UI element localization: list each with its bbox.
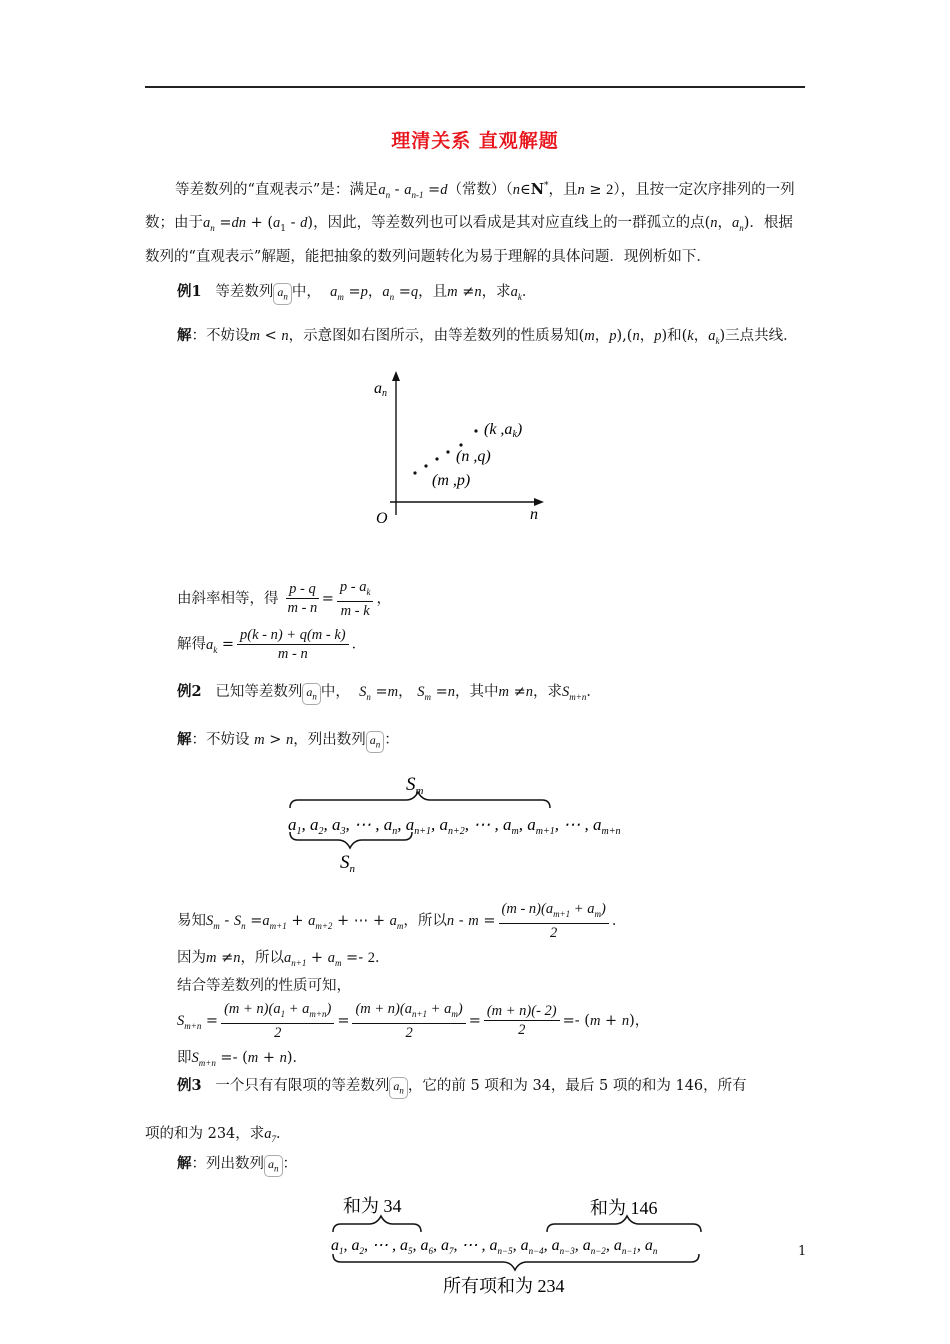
line-diagram — [360, 365, 560, 535]
sequence-terms-sums: $a_1$, $a_2$, ⋯ , $a_5$, $a_6$, $a_7$, ⋯ , $a_{n-5}$, $a_{n-4}$, $a_{n-3}$, $a_{n-2}$, $a_{n-1}$, $a_n$ — [331, 1237, 658, 1256]
example1-statement: 例1 等差数列 $a_n$ 中， $a_m =p$，$a_n =q$，且m ≠n，求$a_k$． — [177, 280, 536, 305]
left-top-brace — [333, 1216, 421, 1232]
brace-label-sum-146: 和为 146 — [590, 1198, 658, 1218]
top-brace — [290, 792, 550, 808]
brace-label-sum-234: 所有项和为 234 — [443, 1276, 565, 1296]
x-axis-arrow — [534, 498, 544, 506]
example3-solution-intro: 解：列出数列 $a_n$ ： — [177, 1152, 297, 1177]
point-label-nq: (n ,q) — [456, 448, 491, 465]
example1-solution: 解：不妨设m < n，示意图如右图所示，由等差数列的性质易知(m，p),(n，p)和(k，$a_k$)三点共线． — [177, 327, 798, 346]
origin-label: O — [376, 510, 388, 527]
brace-label-sum-34: 和为 34 — [343, 1196, 402, 1216]
sequence-brace-diagram-sm — [280, 768, 700, 878]
sequence-brace-diagram-sums — [325, 1188, 715, 1306]
example2-statement: 例2 已知等差数列 $a_n$ 中， $S_n =m$， $S_m =n$，其中m ≠n，求$S_{m+n}$． — [177, 680, 601, 705]
intro-paragraph: 等差数列的“直观表示”是：满足$a_n - a_{n-1} =d$（常数）（n∈N*，且n ≥ 2），且按一定次序排列的一列数；由于$a_n =dn + (a_1 - d)$，因此，等差数列也可以看成是其对应直线上的一群孤立的点(n，$a_n$)．根据数列的“直观表示”解题，能把抽象的数列问题转化为易于理解的具体问题．现例析如下． — [145, 180, 795, 265]
point-label-kak: (k ,ak) — [484, 421, 523, 440]
dot — [446, 450, 449, 453]
bottom-brace-all — [333, 1254, 699, 1270]
y-axis-label: an — [374, 380, 387, 399]
dot — [474, 429, 477, 432]
sequence-terms-sm: $a_1$, $a_2$, $a_3$, ⋯ , $a_n$, $a_{n+1}$, $a_{n+2}$, ⋯ , $a_m$, $a_{m+1}$, ⋯ , $a_{m+n}$ — [288, 815, 621, 837]
point-label-mp: (m ,p) — [432, 472, 471, 489]
example3-statement-cont: 项的和为 234，求$a_7$． — [145, 1126, 291, 1144]
x-axis-label: n — [530, 506, 538, 523]
example2-solution-intro: 解：不妨设 m > n，列出数列 $a_n$ ： — [177, 728, 399, 753]
example2-line2: 因为m ≠n，所以$a_{n+1} + a_m =- 2$． — [177, 950, 390, 968]
example2-line5: 即$S_{m+n} =- (m + n)$． — [177, 1050, 308, 1068]
dot — [413, 471, 416, 474]
dot — [435, 457, 438, 460]
slope-equation: 由斜率相等，得 $\frac{p - q}{m - n}$ = $\frac{p - a_k}{m - k}$ ， — [177, 579, 391, 619]
dot — [424, 464, 427, 467]
brace-label-sm: $S_m$ — [406, 774, 424, 797]
example1-result: 解得$a_k$ = $\frac{p(k - n) + q(m - k)}{m - n}$ ． — [177, 627, 367, 662]
example2-line4: $S_{m+n}$ = $\frac{(m + n)(a_1 + a_{m+n})}{2}$ = $\frac{(m + n)(a_{n+1} + a_m)}{2}$ = $\frac{(m + n)(- 2)}{2}$ =- (m + n)， — [177, 1001, 650, 1041]
page-number: 1 — [798, 1244, 807, 1259]
example2-line1: 易知$S_m - S_n =a_{m+1} + a_{m+2}$ + ⋯ + $a_m$，所以n - m = $\frac{(m - n)(a_{m+1} + a_m)}{2}$ ． — [177, 901, 627, 941]
y-axis-arrow — [392, 371, 400, 381]
example2-line3: 结合等差数列的性质可知， — [177, 978, 351, 994]
right-top-brace — [547, 1216, 701, 1232]
brace-label-sn: $S_n$ — [340, 852, 355, 875]
example3-statement: 例3 一个只有有限项的等差数列 $a_n$ ，它的前 5 项和为 34，最后 5 项的和为 146，所有 — [177, 1074, 747, 1099]
dot — [459, 443, 462, 446]
page-title: 理清关系 直观解题 — [391, 130, 559, 152]
header-rule — [145, 86, 805, 88]
